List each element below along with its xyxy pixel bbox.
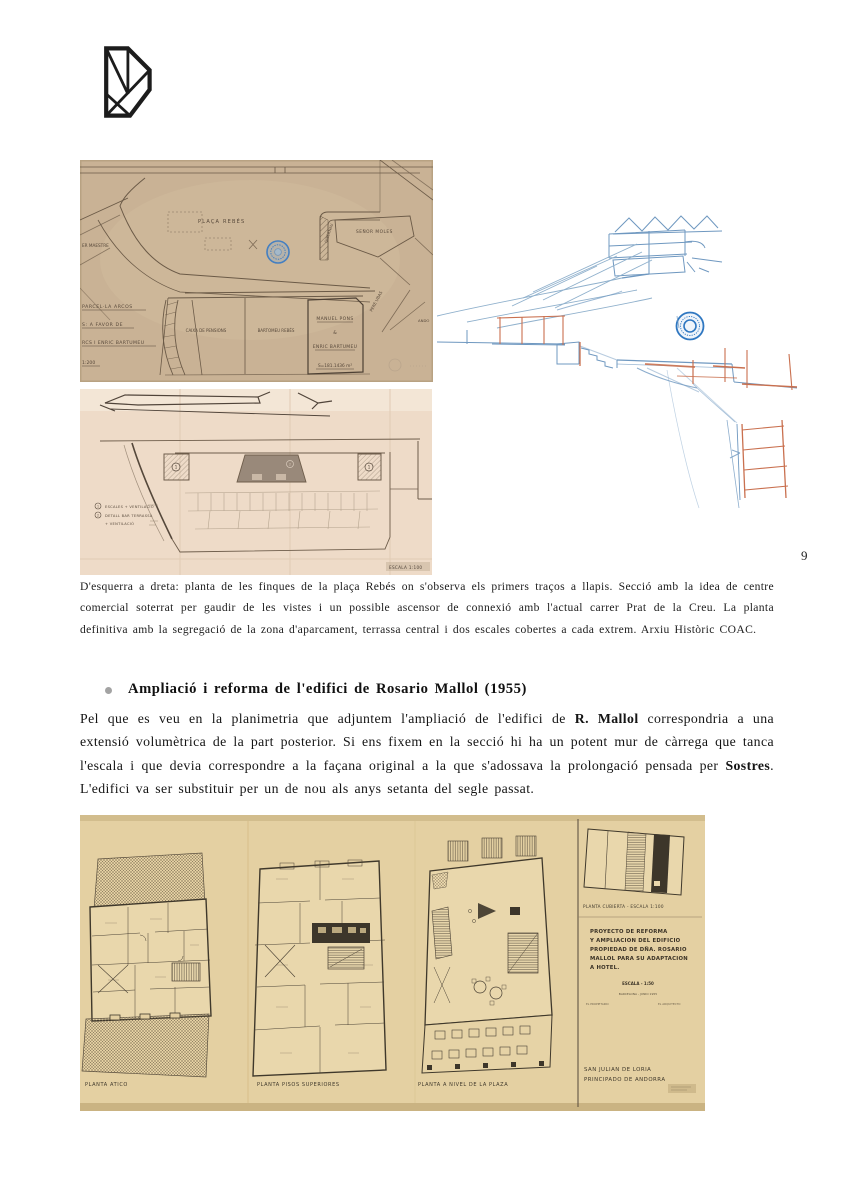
svg-text:PROPIEDAD DE DÑA. ROSARIO: PROPIEDAD DE DÑA. ROSARIO (590, 947, 687, 953)
svg-text:ESCALA - 1:50: ESCALA - 1:50 (622, 981, 654, 986)
sketch-rays (437, 244, 652, 328)
paragraph-text: Pel que es veu en la planimetria que adjuntem l'ampliació de l'edifici de (80, 711, 575, 726)
section-heading: Ampliació i reforma de l'edifici de Rosario Mallol (1955) (128, 681, 527, 697)
bold-sostres: Sostres (725, 757, 771, 773)
svg-text:ESCALES + VENTILACIÓ: ESCALES + VENTILACIÓ (105, 505, 154, 509)
stair-box-2 (358, 454, 381, 480)
svg-text:+ VENTILACIÓ: + VENTILACIÓ (105, 522, 135, 526)
svg-text:1:200: 1:200 (82, 361, 96, 366)
svg-text:PRINCIPADO DE ANDORRA: PRINCIPADO DE ANDORRA (584, 1077, 666, 1083)
svg-text:MALLOL PARA SU ADAPTACION: MALLOL PARA SU ADAPTACION (590, 956, 688, 962)
section-heading-row (80, 681, 774, 698)
sheet-stamp (668, 1084, 696, 1093)
svg-text:1: 1 (96, 504, 100, 509)
svg-text:S: A FAVOR DE: S: A FAVOR DE (82, 323, 124, 328)
svg-text:SAN JULIAN DE LORIA: SAN JULIAN DE LORIA (584, 1067, 652, 1073)
figure-plan-definitiva (80, 389, 432, 575)
svg-text:PLANTA CUBIERTA - ESCALA 1:100: PLANTA CUBIERTA - ESCALA 1:100 (583, 904, 664, 909)
bold-r-mallol: R. Mallol (574, 711, 639, 726)
plan-nivel-plaza (418, 836, 552, 1088)
paragraph-text: . L'edifici va ser substituir per un de nou als anys setanta del segle passat. (80, 757, 774, 797)
svg-text:PLANTA PISOS SUPERIORES: PLANTA PISOS SUPERIORES (257, 1082, 340, 1088)
svg-text:MANUEL PONS: MANUEL PONS (316, 317, 354, 322)
svg-text:PLANTA A NIVEL DE LA PLAZA: PLANTA A NIVEL DE LA PLAZA (418, 1082, 509, 1088)
label-escala: ESCALA 1:100 (389, 565, 423, 570)
central-terrace (237, 455, 306, 482)
stair-box-1 (164, 454, 189, 480)
svg-text:2: 2 (96, 513, 100, 518)
svg-text:EL PROPIETARIO: EL PROPIETARIO (586, 1002, 609, 1006)
label-pere: PERE UBAS (368, 290, 384, 313)
label-ando: ANDO (418, 318, 430, 323)
figure-sketch-seccio (437, 198, 800, 560)
coac-logo-icon (88, 42, 158, 122)
svg-text:PLANTA ATICO: PLANTA ATICO (85, 1082, 128, 1088)
figure-planols-mallol (80, 815, 705, 1111)
body-paragraph (80, 707, 774, 801)
svg-text:PARCEL·LA ARCOS: PARCEL·LA ARCOS (82, 305, 133, 310)
paragraph-text: correspondria a una extensió volumètrica de la part posterior. Si ens fixem en la secció hi ha un potent mur de càrrega que tanca l'escala i que devia correspondre a la façana original a la que s'adossava la prolongació pensada per (80, 711, 775, 773)
plan-pisos-superiores (253, 860, 386, 1088)
label-caixa: CAIXA DE PENSIONS (185, 328, 227, 333)
svg-text:ENRIC BARTUMEU: ENRIC BARTUMEU (312, 345, 358, 350)
sketch-building (609, 216, 722, 278)
svg-text:EL ARQUITECTO: EL ARQUITECTO (658, 1002, 681, 1006)
label-bartomeu: BARTOMEU REBÉS (257, 328, 295, 333)
svg-text:&: & (333, 331, 337, 336)
label-placa-rebes: PLAÇA REBÉS (198, 219, 246, 225)
figure-caption: D'esquerra a dreta: planta de les finques de la plaça Rebés on s'observa els primers traços a llapis. Secció amb la idea de centre comercial soterrat per gaudir de les vistes i un possible ascensor de connexió amb l'actual carrer Prat de la Creu. La planta definitiva amb la segregació de la zona d'aparcament, terrassa central i dos escales cobertes a cada extrem. Arxiu Històric COAC. (80, 580, 774, 636)
figure-plan-placa-rebes (80, 160, 433, 382)
svg-text:RCS I ENRIC BARTUMEU: RCS I ENRIC BARTUMEU (82, 341, 145, 346)
svg-text:1: 1 (174, 464, 178, 470)
stamp-icon (677, 313, 704, 340)
svg-text:SEÑOR MOLES: SEÑOR MOLES (356, 230, 393, 235)
section-blue (437, 291, 797, 508)
svg-text:PROYECTO DE REFORMA: PROYECTO DE REFORMA (590, 929, 668, 935)
list-bullet-icon (105, 687, 112, 694)
svg-text:GIBERNAU: GIBERNAU (323, 222, 335, 244)
svg-text:Y AMPLIACION DEL EDIFICIO: Y AMPLIACION DEL EDIFICIO (590, 938, 681, 944)
svg-text:DETALL BAR TERRASSA: DETALL BAR TERRASSA (105, 514, 153, 518)
svg-text:A HOTEL.: A HOTEL. (590, 965, 620, 971)
plan-atico (82, 853, 211, 1088)
svg-text:BARCELONA - JUNIO 1955: BARCELONA - JUNIO 1955 (618, 992, 658, 996)
stamp-icon (267, 241, 289, 263)
svg-text:2: 2 (288, 462, 292, 467)
svg-text:1: 1 (367, 464, 371, 470)
page-number: 9 (801, 548, 808, 563)
svg-text:S=181.1436 m²: S=181.1436 m² (317, 364, 353, 369)
label-carrer: ER MAESTRE (82, 243, 109, 248)
